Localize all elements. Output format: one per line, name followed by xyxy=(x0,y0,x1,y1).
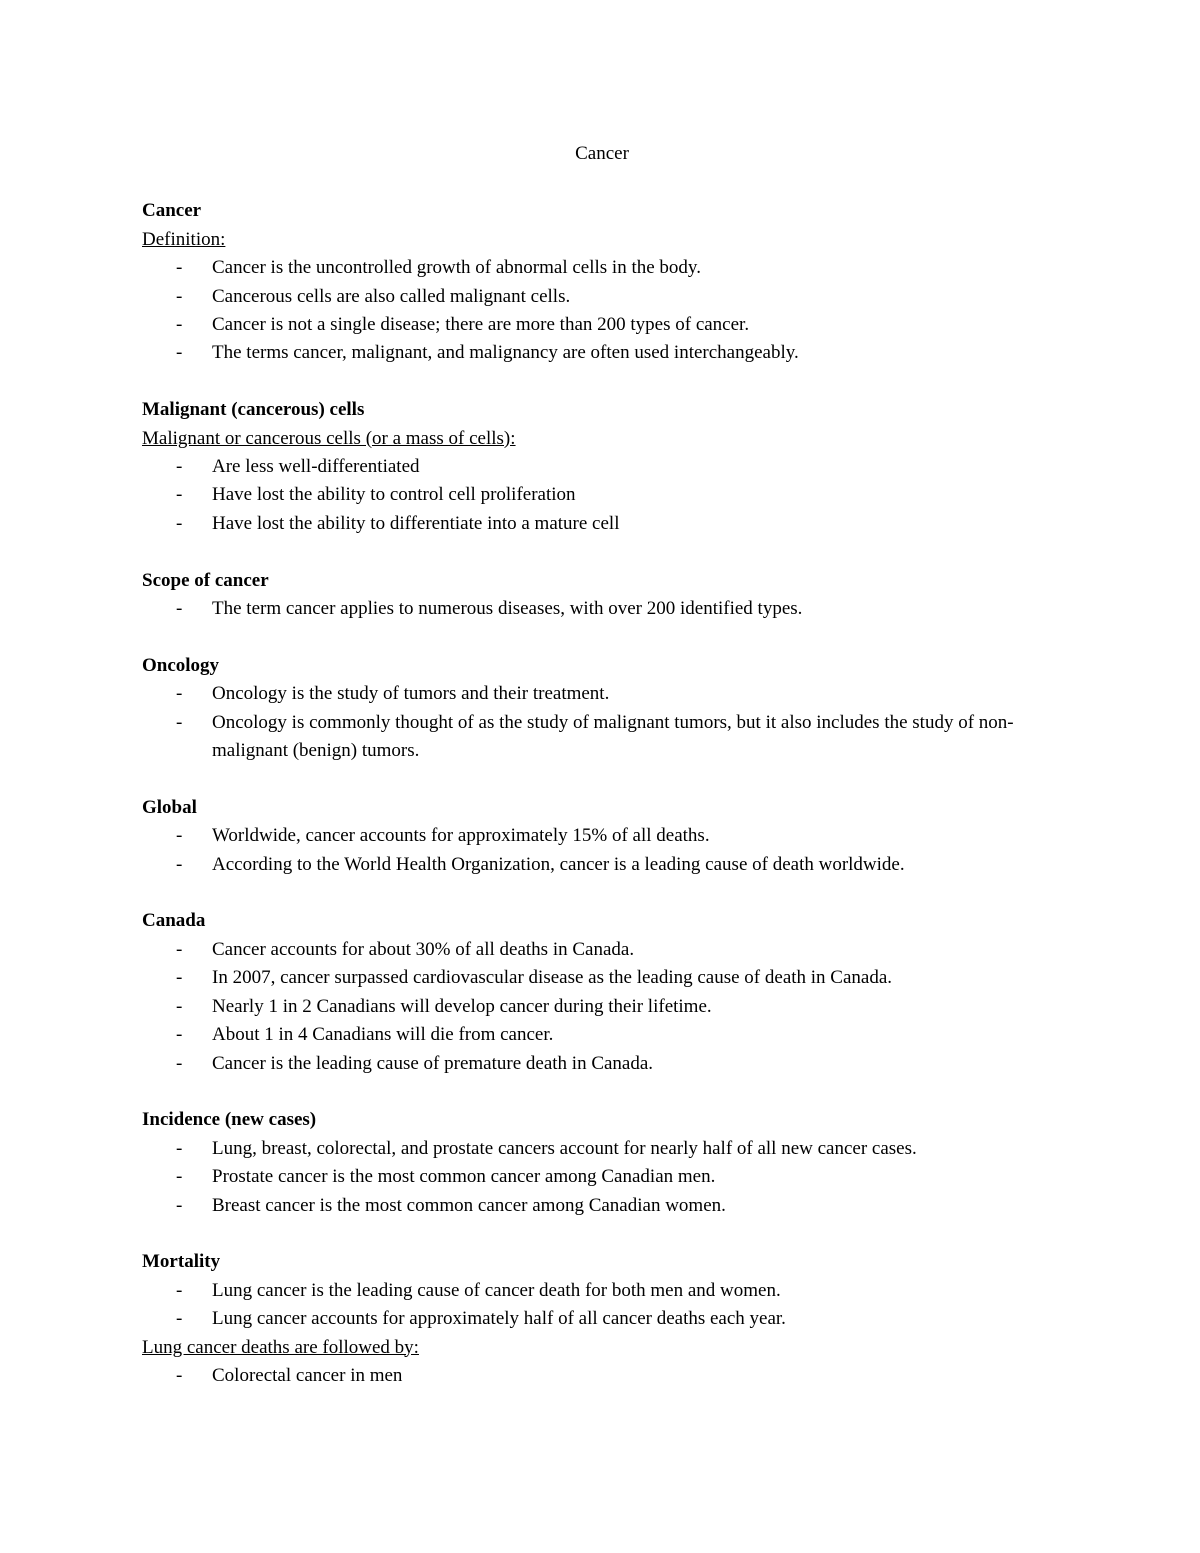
document-title: Cancer xyxy=(575,143,629,164)
section-heading: Incidence (new cases) xyxy=(142,1109,317,1131)
list-item-text: Cancer accounts for about 30% of all deaths in Canada. xyxy=(212,938,635,960)
list-item-text: Cancerous cells are also called malignant cells. xyxy=(212,285,571,307)
list-item-text: Nearly 1 in 2 Canadians will develop cancer during their lifetime. xyxy=(212,995,712,1017)
list-item-text: Prostate cancer is the most common cancer among Canadian men. xyxy=(212,1166,716,1188)
bullet-dash: - xyxy=(176,711,183,733)
list-item xyxy=(142,851,1062,879)
list-item-text: Lung cancer is the leading cause of cancer death for both men and women. xyxy=(212,1279,781,1301)
list-item-text: The terms cancer, malignant, and malignancy are often used interchangeably. xyxy=(212,342,799,364)
list-item-text: Cancer is the uncontrolled growth of abnormal cells in the body. xyxy=(212,257,701,279)
section-heading: Oncology xyxy=(142,654,220,676)
section-heading: Mortality xyxy=(142,1251,221,1273)
bullet-dash: - xyxy=(176,598,183,620)
section-subheading: Lung cancer deaths are followed by: xyxy=(142,1336,419,1358)
bullet-dash: - xyxy=(176,967,183,989)
list-item xyxy=(142,709,1062,766)
list-item xyxy=(142,1021,1062,1049)
list-item-text: The term cancer applies to numerous diseases, with over 200 identified types. xyxy=(212,598,803,620)
bullet-list xyxy=(142,936,1062,1078)
bullet-dash: - xyxy=(176,342,183,364)
list-item xyxy=(142,339,1062,367)
bullet-dash: - xyxy=(176,1279,183,1301)
list-item xyxy=(142,964,1062,992)
section-canada xyxy=(142,907,1062,1077)
section-cancer xyxy=(142,197,1062,367)
section-mortality xyxy=(142,1248,1062,1390)
bullet-list xyxy=(142,680,1062,765)
list-item-text: According to the World Health Organization, cancer is a leading cause of death worldwide. xyxy=(212,853,905,875)
bullet-dash: - xyxy=(176,1308,183,1330)
section-scope-of-cancer xyxy=(142,567,1062,624)
section-heading: Canada xyxy=(142,910,206,932)
list-item-text: Oncology is commonly thought of as the study of malignant tumors, but it also includes the study of non-malignant (benign) tumors. xyxy=(212,711,1014,762)
bullet-dash: - xyxy=(176,938,183,960)
section-malignant-cells xyxy=(142,396,1062,538)
bullet-dash: - xyxy=(176,285,183,307)
section-oncology xyxy=(142,652,1062,766)
section-global xyxy=(142,794,1062,879)
list-item xyxy=(142,1135,1062,1163)
bullet-dash: - xyxy=(176,1052,183,1074)
list-item xyxy=(142,1050,1062,1078)
section-subheading: Malignant or cancerous cells (or a mass of cells): xyxy=(142,427,516,449)
list-item xyxy=(142,822,1062,850)
list-item xyxy=(142,993,1062,1021)
list-item-text: Colorectal cancer in men xyxy=(212,1364,403,1386)
list-item-text: Have lost the ability to differentiate into a mature cell xyxy=(212,512,620,534)
bullet-dash: - xyxy=(176,314,183,336)
list-item xyxy=(142,453,1062,481)
list-item-text: Worldwide, cancer accounts for approximately 15% of all deaths. xyxy=(212,825,710,847)
bullet-list xyxy=(142,453,1062,538)
list-item xyxy=(142,311,1062,339)
list-item-text: Breast cancer is the most common cancer among Canadian women. xyxy=(212,1194,726,1216)
bullet-list xyxy=(142,1362,1062,1390)
list-item-text: In 2007, cancer surpassed cardiovascular disease as the leading cause of death in Canada. xyxy=(212,967,893,989)
list-item-text: Are less well-differentiated xyxy=(212,456,420,478)
bullet-dash: - xyxy=(176,1194,183,1216)
list-item xyxy=(142,1305,1062,1333)
bullet-dash: - xyxy=(176,995,183,1017)
bullet-dash: - xyxy=(176,1166,183,1188)
bullet-list xyxy=(142,595,1062,623)
list-item xyxy=(142,481,1062,509)
document-page xyxy=(142,140,1062,1419)
bullet-dash: - xyxy=(176,1137,183,1159)
list-item-text: Oncology is the study of tumors and their treatment. xyxy=(212,683,610,705)
list-item xyxy=(142,510,1062,538)
list-item xyxy=(142,1192,1062,1220)
section-subheading: Definition: xyxy=(142,228,226,250)
bullet-dash: - xyxy=(176,1364,183,1386)
list-item xyxy=(142,1277,1062,1305)
list-item xyxy=(142,936,1062,964)
list-item xyxy=(142,254,1062,282)
bullet-dash: - xyxy=(176,853,183,875)
section-heading: Cancer xyxy=(142,200,202,222)
section-heading: Malignant (cancerous) cells xyxy=(142,399,365,421)
bullet-dash: - xyxy=(176,456,183,478)
bullet-list xyxy=(142,1277,1062,1334)
list-item xyxy=(142,680,1062,708)
bullet-dash: - xyxy=(176,825,183,847)
list-item-text: Lung cancer accounts for approximately half of all cancer deaths each year. xyxy=(212,1308,786,1330)
list-item xyxy=(142,595,1062,623)
bullet-list xyxy=(142,1135,1062,1220)
bullet-list xyxy=(142,822,1062,879)
section-incidence xyxy=(142,1106,1062,1220)
bullet-list xyxy=(142,254,1062,368)
bullet-dash: - xyxy=(176,1024,183,1046)
list-item-text: Cancer is not a single disease; there are more than 200 types of cancer. xyxy=(212,314,750,336)
section-heading: Scope of cancer xyxy=(142,569,269,591)
bullet-dash: - xyxy=(176,683,183,705)
list-item xyxy=(142,1163,1062,1191)
bullet-dash: - xyxy=(176,512,183,534)
bullet-dash: - xyxy=(176,257,183,279)
list-item-text: Have lost the ability to control cell proliferation xyxy=(212,484,576,506)
list-item-text: About 1 in 4 Canadians will die from cancer. xyxy=(212,1024,554,1046)
list-item xyxy=(142,283,1062,311)
list-item xyxy=(142,1362,1062,1390)
bullet-dash: - xyxy=(176,484,183,506)
list-item-text: Lung, breast, colorectal, and prostate cancers account for nearly half of all new cancer cases. xyxy=(212,1137,917,1159)
section-heading: Global xyxy=(142,796,197,818)
list-item-text: Cancer is the leading cause of premature death in Canada. xyxy=(212,1052,654,1074)
